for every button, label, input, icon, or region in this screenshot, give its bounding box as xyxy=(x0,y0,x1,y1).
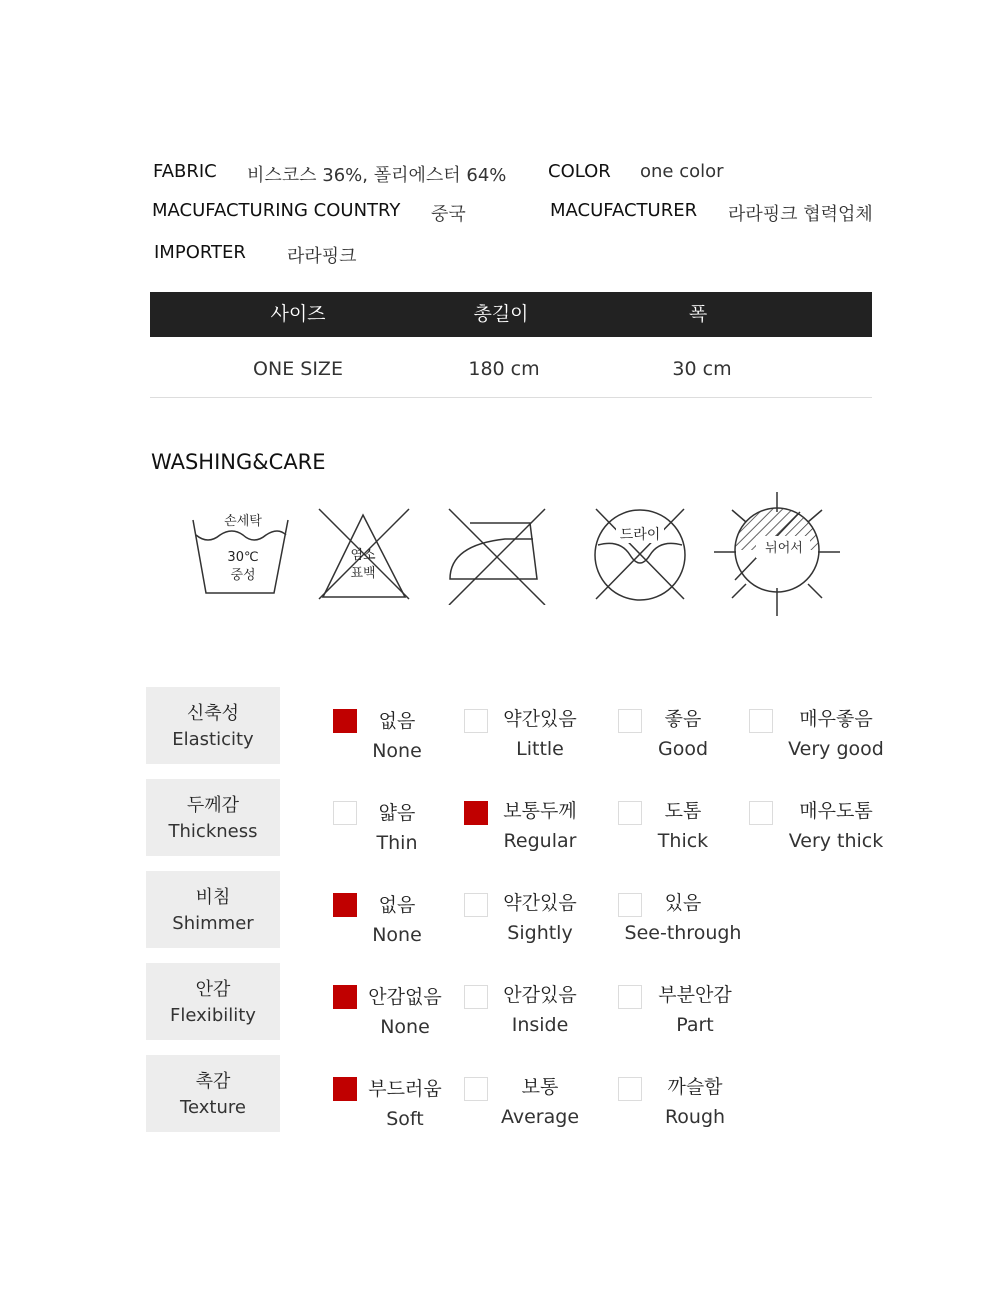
checkbox-elasticity-very-good[interactable] xyxy=(749,709,773,733)
dry-text: 드라이 xyxy=(619,527,661,543)
option-shimmer-see-through: 있음 See-through xyxy=(624,892,742,944)
option-texture-soft: 부드러움 Soft xyxy=(368,1078,442,1130)
attr-en: Texture xyxy=(180,1097,246,1118)
checkbox-elasticity-little[interactable] xyxy=(464,709,488,733)
attr-ko: 두께감 xyxy=(186,795,240,816)
cell-length: 180 cm xyxy=(468,358,540,380)
option-elasticity-none: 없음 None xyxy=(372,710,422,762)
option-shimmer-slightly: 약간있음 Sightly xyxy=(503,892,577,944)
attr-ko: 안감 xyxy=(195,979,231,1000)
bleach-text-2: 표백 xyxy=(350,566,376,581)
attr-ko: 촉감 xyxy=(195,1071,231,1092)
handwash-bottom-text: 중성 xyxy=(230,568,256,583)
option-elasticity-very-good: 매우좋음 Very good xyxy=(788,708,884,760)
dry-clean-icon xyxy=(590,505,690,605)
option-elasticity-little: 약간있음 Little xyxy=(503,708,577,760)
attr-en: Thickness xyxy=(168,821,258,842)
checkbox-lining-inside[interactable] xyxy=(464,985,488,1009)
option-texture-average: 보통 Average xyxy=(500,1076,580,1128)
fabric-label: FABRIC xyxy=(153,161,217,182)
importer-label: IMPORTER xyxy=(154,242,246,263)
country-label: MACUFACTURING COUNTRY xyxy=(152,200,401,221)
country-value: 중국 xyxy=(431,204,466,225)
handwash-top-text: 손세탁 xyxy=(224,514,262,529)
checkbox-lining-part[interactable] xyxy=(618,985,642,1009)
handwash-icon xyxy=(188,505,298,600)
manufacturer-value: 라라핑크 협력업체 xyxy=(728,204,873,225)
option-lining-none: 안감없음 None xyxy=(368,986,442,1038)
cell-width: 30 cm xyxy=(672,358,732,380)
attr-en: Elasticity xyxy=(172,729,254,750)
handwash-temp-text: 30℃ xyxy=(227,550,259,565)
option-thickness-thick: 도톰 Thick xyxy=(657,800,709,852)
bleach-text-1: 염소 xyxy=(350,548,376,563)
option-elasticity-good: 좋음 Good xyxy=(657,708,709,760)
attr-en: Flexibility xyxy=(170,1005,256,1026)
no-iron-icon xyxy=(445,505,550,605)
option-thickness-very-thick: 매우도톰 Very thick xyxy=(788,800,884,852)
attr-lining xyxy=(146,963,280,1040)
manufacturer-label: MACUFACTURER xyxy=(550,200,698,221)
no-bleach-icon xyxy=(315,505,415,605)
attr-thickness xyxy=(146,779,280,856)
attr-elasticity xyxy=(146,687,280,764)
option-lining-inside: 안감있음 Inside xyxy=(503,984,577,1036)
option-texture-rough: 까슬함 Rough xyxy=(664,1076,726,1128)
checkbox-thickness-regular[interactable] xyxy=(464,801,488,825)
attr-texture xyxy=(146,1055,280,1132)
fabric-value: 비스코스 36%, 폴리에스터 64% xyxy=(247,165,507,186)
header-length: 총길이 xyxy=(473,303,529,325)
sun-text: 뉘어서 xyxy=(765,541,803,556)
checkbox-shimmer-none[interactable] xyxy=(333,893,357,917)
size-table-header xyxy=(150,292,872,337)
care-title: WASHING&CARE xyxy=(151,450,326,474)
attr-ko: 신축성 xyxy=(186,703,240,724)
header-size: 사이즈 xyxy=(270,303,326,325)
color-value: one color xyxy=(640,161,724,182)
attr-shimmer xyxy=(146,871,280,948)
header-width: 폭 xyxy=(688,303,708,325)
checkbox-elasticity-good[interactable] xyxy=(618,709,642,733)
checkbox-elasticity-none[interactable] xyxy=(333,709,357,733)
checkbox-texture-average[interactable] xyxy=(464,1077,488,1101)
attr-en: Shimmer xyxy=(172,913,254,934)
cell-size: ONE SIZE xyxy=(253,358,343,380)
checkbox-texture-soft[interactable] xyxy=(333,1077,357,1101)
checkbox-shimmer-slightly[interactable] xyxy=(464,893,488,917)
option-thickness-regular: 보통두께 Regular xyxy=(503,800,577,852)
checkbox-lining-none[interactable] xyxy=(333,985,357,1009)
table-divider xyxy=(150,397,872,398)
checkbox-thickness-thin[interactable] xyxy=(333,801,357,825)
checkbox-thickness-thick[interactable] xyxy=(618,801,642,825)
color-label: COLOR xyxy=(548,161,611,182)
attr-ko: 비침 xyxy=(195,887,231,908)
option-shimmer-none: 없음 None xyxy=(372,894,422,946)
option-thickness-thin: 얇음 Thin xyxy=(376,802,418,854)
importer-value: 라라핑크 xyxy=(287,246,357,267)
dry-flat-shade-icon xyxy=(712,490,842,620)
option-lining-part: 부분안감 Part xyxy=(658,984,732,1036)
checkbox-thickness-very-thick[interactable] xyxy=(749,801,773,825)
checkbox-texture-rough[interactable] xyxy=(618,1077,642,1101)
